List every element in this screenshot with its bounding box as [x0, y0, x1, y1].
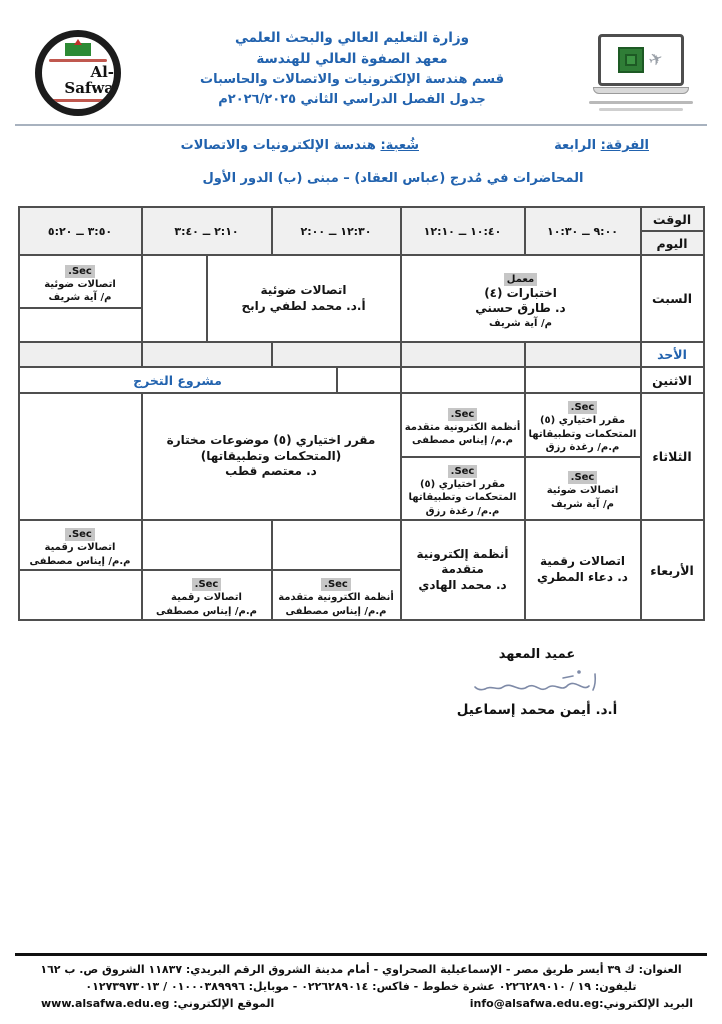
footer-address: العنوان: ك ٣٩ أيسر طريق مصر - الإسماعيلية الصحراوي - أمام مدينة الشروق الرقم البريدي: ١١٨٣٧ الشروق ص. ب ١٦٢ [40, 962, 682, 976]
schedule-title: جدول الفصل الدراسي الثاني ٢٠٢٦/٢٠٢٥م [218, 91, 486, 107]
ministry-line: وزارة التعليم العالي والبحث العلمي [234, 30, 470, 46]
grade-value: الرابعة [554, 138, 597, 153]
cell-wed-t5-top: Sec. اتصالات رقمية م.م/ إيناس مصطفى [19, 520, 142, 570]
caption-line [589, 101, 693, 104]
cell-sat-empty-half [142, 255, 207, 342]
grade-field [554, 138, 649, 153]
day-wednesday: الأربعاء [641, 520, 704, 620]
dean-title: عميد المعهد [498, 647, 576, 662]
sec-badge: Sec. [321, 578, 351, 591]
cell-wed-t3-top-empty [272, 520, 401, 570]
cell-tue-t2-top: Sec. أنظمة الكترونية متقدمة م.م/ إيناس مصطفى [401, 393, 525, 457]
cell-tue-empty [19, 393, 142, 520]
cell-wed-t4-bottom: Sec. اتصالات رقمية م.م/ إيناس مصطفى [142, 570, 272, 620]
sec-badge: Sec. [448, 465, 478, 478]
timeslot-4: ٢:١٠ ــ ٣:٤٠ [142, 207, 272, 255]
logo-text-line [49, 99, 107, 102]
section-label: شُعبة: [380, 138, 419, 153]
chip-icon [618, 47, 644, 73]
cell-mon-empty [525, 367, 641, 393]
department-line: قسم هندسة الإلكترونيات والاتصالات والحاسبات [200, 71, 504, 87]
section-value: هندسة الإلكترونيات والاتصالات [180, 138, 376, 153]
section-field [181, 138, 419, 153]
logo-text-line [49, 59, 107, 62]
timeslot-5: ٣:٥٠ ــ ٥:٢٠ [19, 207, 142, 255]
alsafwa-wordmark: Al-Safwa [64, 62, 114, 97]
sec-badge: Sec. [568, 401, 598, 414]
signature-scribble-icon [467, 666, 607, 700]
cell-sat-empty-bottom [19, 308, 142, 342]
laptop-icon [593, 34, 689, 94]
cell-sat-lab: معمل اختبارات (٤) د. طارق حسني م/ آية شريف [401, 255, 641, 342]
signature-block [412, 647, 662, 718]
cell-wed-t2: أنظمة إلكترونية متقدمة د. محمد الهادي [401, 520, 525, 620]
sec-badge: Sec. [192, 578, 222, 591]
caption-line [599, 108, 683, 111]
page-header [15, 26, 707, 126]
laptop-base [593, 87, 689, 94]
day-sunday: الأحد [641, 342, 704, 367]
timetable [18, 206, 705, 621]
email-label: البريد الإلكتروني: [599, 996, 693, 1010]
email-value: info@alsafwa.edu.eg [469, 996, 600, 1010]
cell-sun-empty [525, 342, 641, 367]
department-logo [583, 26, 699, 111]
cell-mon-empty-half [337, 367, 401, 393]
lab-badge: معمل [504, 273, 537, 286]
footer-links-row [15, 995, 707, 1012]
department-logo-caption [583, 101, 699, 111]
grade-label: الفرقة: [600, 138, 649, 153]
cell-sun-empty [272, 342, 401, 367]
cell-tue-main: مقرر اختياري (٥) موضوعات مختارة (المتحكمات وتطبيقاتها) د. معتصم قطب [142, 393, 401, 520]
day-tuesday: الثلاثاء [641, 393, 704, 520]
cell-tue-t1-top: Sec. مقرر اختياري (٥) المتحكمات وتطبيقاتها م.م/ رغدة رزق [525, 393, 641, 457]
footer-email [470, 995, 693, 1012]
footer-website [41, 995, 274, 1012]
footer-phones: تليفون: ١٩ / ٠٢٢٦٢٨٩٠١٠ عشرة خطوط - فاكس: ٠٢٢٦٢٨٩٠١٤ - موبايل: ٠١٠٠٠٣٨٩٩٩٦ / ٠١٢٧٣٩٧٣٠١٣ [85, 979, 637, 993]
institute-line: معهد الصفوة العالي للهندسة [256, 50, 448, 67]
cell-sat-lecture: اتصالات ضوئية أ.د. محمد لطفي رابح [207, 255, 401, 342]
timeslot-1: ٩:٠٠ ــ ١٠:٣٠ [525, 207, 641, 255]
day-saturday: السبت [641, 255, 704, 342]
cell-wed-t1: اتصالات رقمية د. دعاء المطري [525, 520, 641, 620]
class-info-row [15, 138, 707, 164]
cell-mon-empty [401, 367, 525, 393]
cell-tue-t2-bottom: Sec. مقرر اختياري (٥) المتحكمات وتطبيقاتها م.م/ رغدة رزق [401, 457, 525, 521]
cell-sun-empty [401, 342, 525, 367]
page-footer [15, 953, 707, 1012]
sec-badge: Sec. [65, 528, 95, 541]
location-line: المحاضرات في مُدرج (عباس العقاد) – مبنى (ب) الدور الأول [202, 171, 584, 186]
cell-wed-t4-top-empty [142, 520, 272, 570]
sec-badge: Sec. [448, 408, 478, 421]
cell-sun-empty [142, 342, 272, 367]
dean-name: أ.د. أيمن محمد إسماعيل [456, 702, 618, 718]
cell-sun-empty [19, 342, 142, 367]
cell-sat-sec: Sec. اتصالات ضوئية م/ آية شريف [19, 255, 142, 308]
header-text [121, 26, 583, 110]
timeslot-2: ١٠:٤٠ ــ ١٢:١٠ [401, 207, 525, 255]
sec-badge: Sec. [568, 471, 598, 484]
alsafwa-emblem-icon [65, 43, 91, 56]
website-label: الموقع الإلكتروني: [173, 996, 275, 1010]
day-monday: الاثنين [641, 367, 704, 393]
time-axis-label: الوقت [641, 207, 704, 231]
timeslot-3: ١٢:٣٠ ــ ٢:٠٠ [272, 207, 401, 255]
alsafwa-logo [29, 30, 121, 118]
day-axis-label: اليوم [641, 231, 704, 255]
laptop-screen [598, 34, 684, 86]
cell-tue-t1-bottom: Sec. اتصالات ضوئية م/ آية شريف [525, 457, 641, 521]
cell-wed-t5-bottom-empty [19, 570, 142, 620]
sec-badge: Sec. [65, 265, 95, 278]
cell-wed-t3-bottom: Sec. أنظمة الكترونية متقدمة م.م/ إيناس مصطفى [272, 570, 401, 620]
airplane-icon: ✈ [646, 48, 667, 72]
cell-mon-project: مشروع التخرج [19, 367, 337, 393]
website-value: www.alsafwa.edu.eg [41, 996, 170, 1010]
alsafwa-ring-icon [35, 30, 121, 116]
